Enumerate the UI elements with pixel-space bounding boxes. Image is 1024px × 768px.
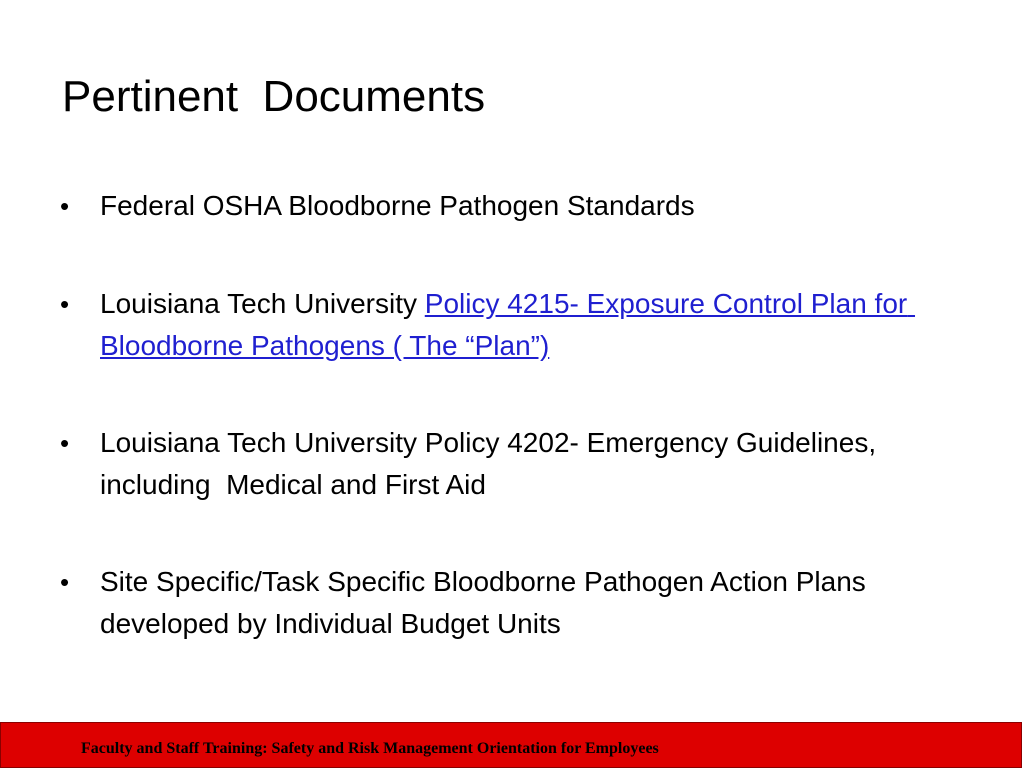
slide-title: Pertinent Documents [62, 72, 486, 121]
bullet-item-osha-standards [60, 185, 960, 227]
bullet-text: Federal OSHA Bloodborne Pathogen Standards [100, 190, 695, 221]
policy-4215-link[interactable]: Policy 4215- Exposure Control Plan for Bloodborne Pathogens ( The “Plan”) [100, 288, 916, 361]
bullet-text: Site Specific/Task Specific Bloodborne Pathogen Action Plans developed by Individual Budget Units [100, 566, 874, 639]
bullet-item-policy-4202 [60, 422, 960, 506]
bullet-item-action-plans [60, 561, 960, 645]
bullet-icon: • [60, 428, 70, 458]
bullet-icon: • [60, 191, 70, 221]
bullet-item-policy-4215 [60, 283, 960, 367]
bullet-icon: • [60, 567, 70, 597]
bullet-text: Louisiana Tech University Policy 4202- Emergency Guidelines, including Medical and First Aid [100, 427, 884, 500]
bullet-text [100, 283, 960, 367]
footer-bar [0, 722, 1022, 768]
bullet-icon: • [60, 289, 70, 319]
footer-text: Faculty and Staff Training: Safety and Risk Management Orientation for Employees [81, 740, 659, 757]
bullet-text-prefix: Louisiana Tech University [100, 288, 425, 319]
